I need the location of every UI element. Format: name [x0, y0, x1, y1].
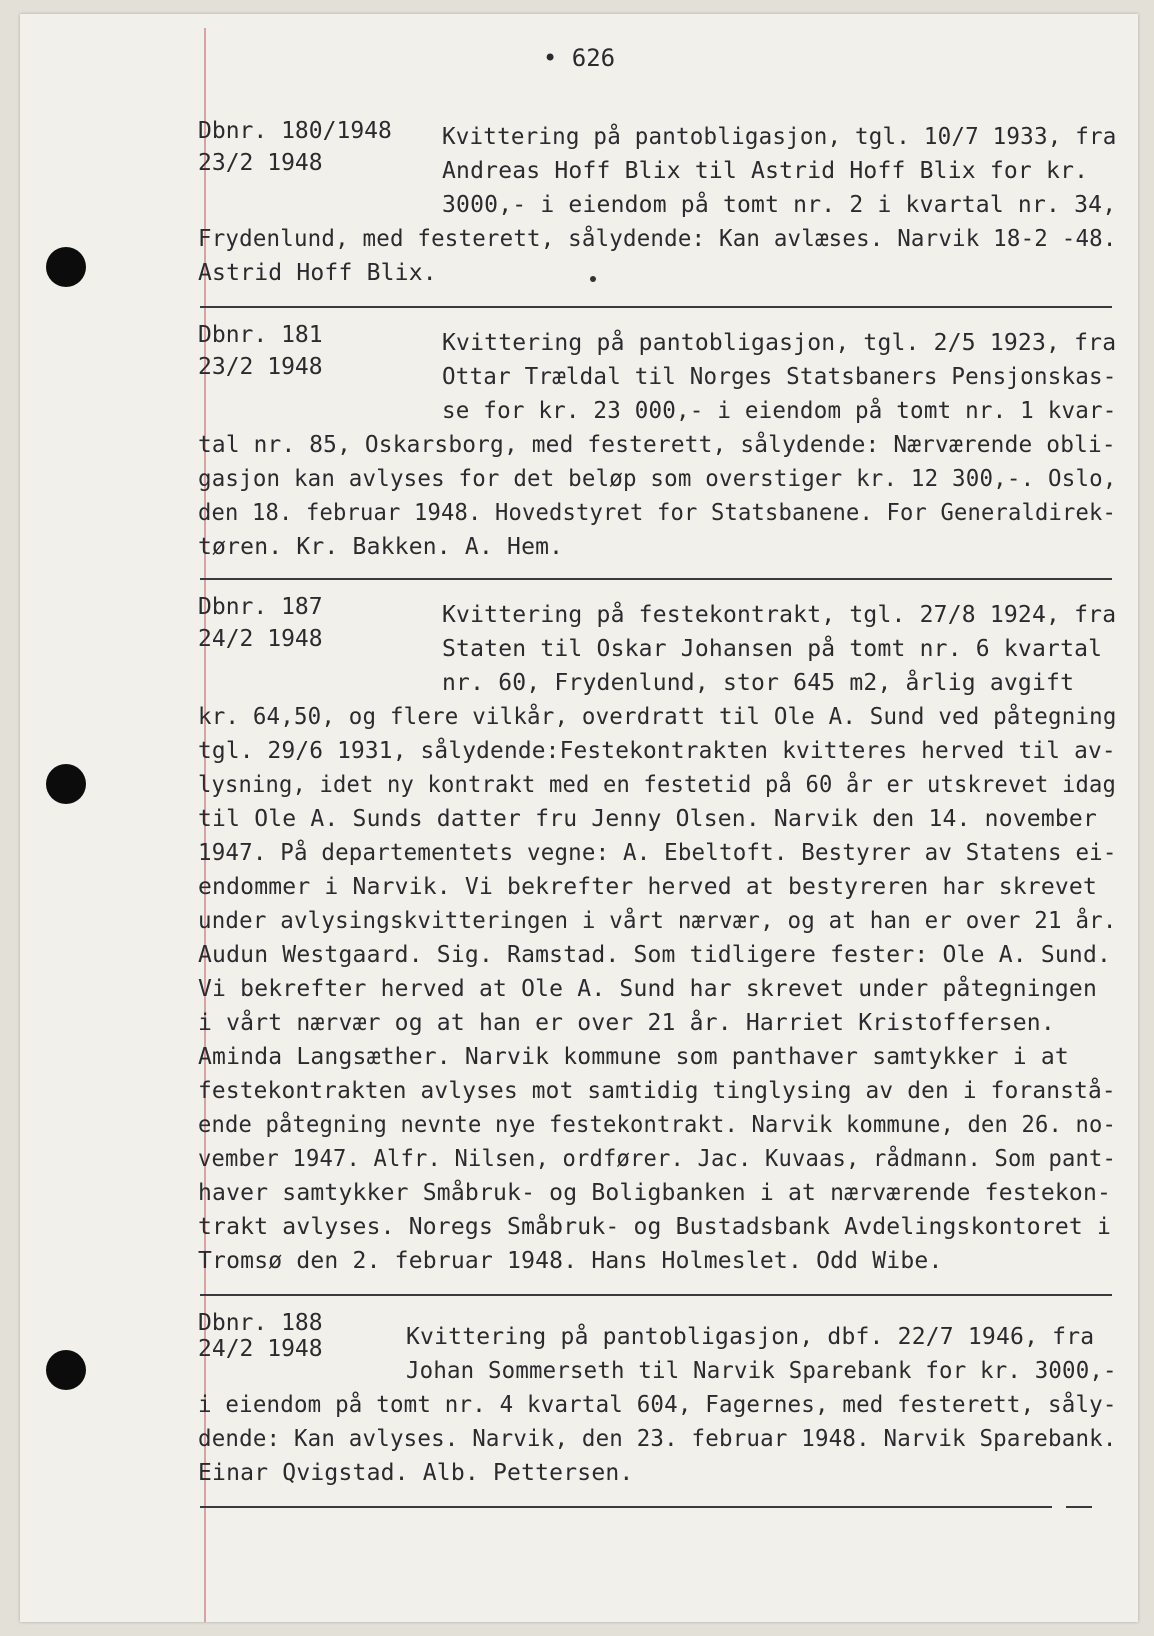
entry-text-line: under avlysingskvitteringen i vårt nærvær, og at han er over 21 år. — [198, 908, 1117, 934]
entry-divider — [1066, 1506, 1092, 1508]
entry-text-line: dende: Kan avlyses. Narvik, den 23. februar 1948. Narvik Sparebank. — [198, 1426, 1117, 1452]
entry-text-line: tal nr. 85, Oskarsborg, med festerett, sålydende: Nærværende obli- — [198, 432, 1116, 458]
entry-text-line: Andreas Hoff Blix til Astrid Hoff Blix for kr. — [442, 158, 1089, 184]
entry-text-line: Frydenlund, med festerett, sålydende: Kan avlæses. Narvik 18-2 -48. — [198, 226, 1117, 252]
punch-hole — [46, 1350, 86, 1390]
entry-text-line: tgl. 29/6 1931, sålydende:Festekontrakten kvitteres herved til av- — [198, 738, 1116, 764]
entry-date: 24/2 1948 — [198, 626, 323, 652]
ink-dot — [590, 276, 596, 282]
entry-text-line: Ottar Trældal til Norges Statsbaners Pensjonskas- — [442, 364, 1117, 390]
entry-date: 23/2 1948 — [198, 150, 323, 176]
entry-text-line: til Ole A. Sunds datter fru Jenny Olsen. Narvik den 14. november — [198, 806, 1098, 832]
entry-text-line: 3000,- i eiendom på tomt nr. 2 i kvartal nr. 34, — [442, 192, 1117, 218]
punch-hole — [46, 247, 86, 287]
entry-text-line: Kvittering på pantobligasjon, dbf. 22/7 1946, fra — [406, 1324, 1095, 1350]
entry-text-line: den 18. februar 1948. Hovedstyret for Statsbanene. For Generaldirek- — [198, 500, 1116, 526]
entry-text-line: endommer i Narvik. Vi bekrefter herved at bestyreren har skrevet — [198, 874, 1098, 900]
entry-text-line: gasjon kan avlyses for det beløp som overstiger kr. 12 300,-. Oslo, — [198, 466, 1117, 492]
entry-text-line: vember 1947. Alfr. Nilsen, ordfører. Jac. Kuvaas, rådmann. Som pant- — [198, 1146, 1116, 1172]
entry-divider — [200, 1506, 1052, 1508]
page-number: • 626 — [542, 44, 616, 72]
entry-divider — [200, 306, 1112, 308]
entry-text-line: Kvittering på festekontrakt, tgl. 27/8 1924, fra — [442, 602, 1117, 628]
entry-dbnr: Dbnr. 181 — [198, 322, 323, 348]
entry-text-line: Audun Westgaard. Sig. Ramstad. Som tidligere fester: Ole A. Sund. — [198, 942, 1112, 968]
entry-text-line: ende påtegning nevnte nye festekontrakt. Narvik kommune, den 26. no- — [198, 1112, 1116, 1138]
entry-text-line: lysning, idet ny kontrakt med en festetid på 60 år er utskrevet idag — [198, 772, 1116, 798]
entry-text-line: Aminda Langsæther. Narvik kommune som panthaver samtykker i at — [198, 1044, 1069, 1070]
entry-text-line: Johan Sommerseth til Narvik Sparebank for kr. 3000,- — [406, 1358, 1117, 1384]
entry-text-line: tøren. Kr. Bakken. A. Hem. — [198, 534, 564, 560]
entry-text-line: Kvittering på pantobligasjon, tgl. 2/5 1923, fra — [442, 330, 1117, 356]
entry-text-line: festekontrakten avlyses mot samtidig tinglysing av den i foranstå- — [198, 1078, 1116, 1104]
entry-text-line: Kvittering på pantobligasjon, tgl. 10/7 1933, fra — [442, 124, 1117, 150]
punch-hole — [46, 764, 86, 804]
entry-divider — [200, 578, 1112, 580]
entry-date: 24/2 1948 — [198, 1336, 323, 1362]
ledger-page — [20, 14, 1138, 1622]
entry-text-line: kr. 64,50, og flere vilkår, overdratt til Ole A. Sund ved påtegning — [198, 704, 1117, 730]
entry-text-line: Tromsø den 2. februar 1948. Hans Holmeslet. Odd Wibe. — [198, 1248, 943, 1274]
entry-text-line: trakt avlyses. Noregs Småbruk- og Bustadsbank Avdelingskontoret i — [198, 1214, 1112, 1240]
entry-text-line: Vi bekrefter herved at Ole A. Sund har skrevet under påtegningen — [198, 976, 1098, 1002]
entry-text-line: Einar Qvigstad. Alb. Pettersen. — [198, 1460, 634, 1486]
entry-divider — [200, 1294, 1112, 1296]
entry-text-line: Staten til Oskar Johansen på tomt nr. 6 kvartal — [442, 636, 1103, 662]
entry-date: 23/2 1948 — [198, 354, 323, 380]
entry-dbnr: Dbnr. 188 — [198, 1310, 323, 1336]
entry-text-line: se for kr. 23 000,- i eiendom på tomt nr. 1 kvar- — [442, 398, 1117, 424]
entry-text-line: Astrid Hoff Blix. — [198, 260, 437, 286]
entry-dbnr: Dbnr. 180/1948 — [198, 118, 392, 144]
entry-text-line: haver samtykker Småbruk- og Boligbanken i at nærværende festekon- — [198, 1180, 1112, 1206]
entry-text-line: 1947. På departementets vegne: A. Ebeltoft. Bestyrer av Statens ei- — [198, 840, 1117, 866]
entry-text-line: i eiendom på tomt nr. 4 kvartal 604, Fagernes, med festerett, såly- — [198, 1392, 1117, 1418]
entry-text-line: nr. 60, Frydenlund, stor 645 m2, årlig avgift — [442, 670, 1075, 696]
entry-dbnr: Dbnr. 187 — [198, 594, 323, 620]
entry-text-line: i vårt nærvær og at han er over 21 år. Harriet Kristoffersen. — [198, 1010, 1055, 1036]
